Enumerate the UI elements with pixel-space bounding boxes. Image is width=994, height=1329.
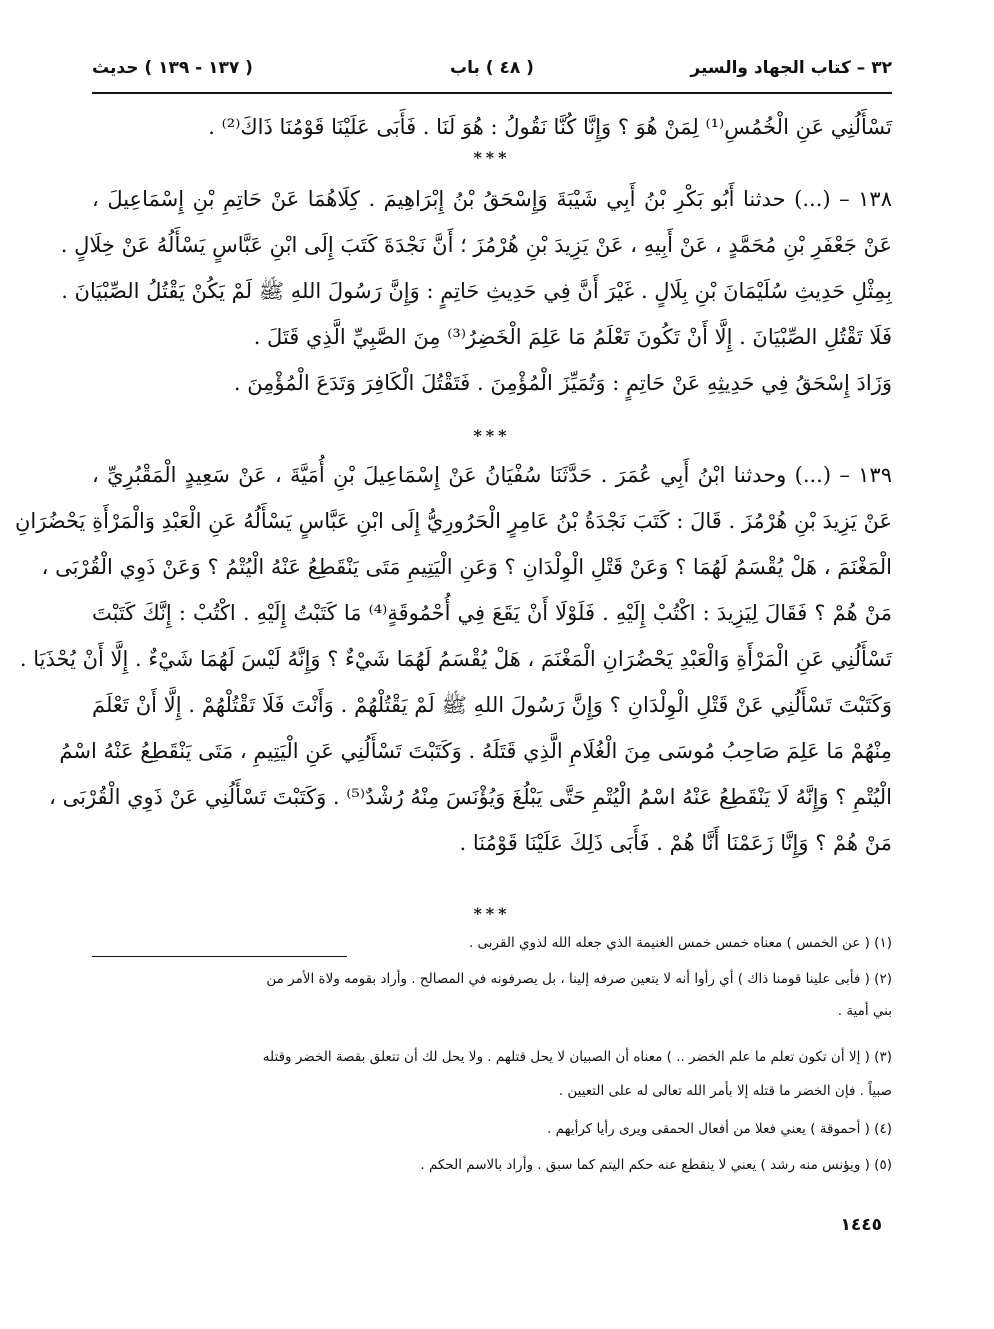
hadith-139-line-2: عَنْ يَزِيدَ بْنِ هُرْمُزَ . قَالَ : كَتَبَ نَجْدَةُ بْنُ عَامِرٍ الْحَرُورِيُّ إِلَى ابْنِ عَبَّاسٍ يَسْأَلُهُ عَنِ الْعَبْدِ وَالْمَرْأَةِ يَحْضُرَانِ	[14, 509, 892, 533]
footnote-2-cont: بني أمية .	[837, 1003, 892, 1019]
chapter-label: ( ٤٨ ) باب	[450, 58, 534, 78]
separator-1: ***	[473, 148, 511, 167]
footnote-5: (٥) ( ويؤنس منه رشد ) يعني لا ينقطع عنه حكم اليتم كما سبق . وأراد بالاسم الحكم .	[420, 1157, 892, 1173]
hadith-139-line-1: ١٣٩ – (...) وحدثنا ابْنُ أَبِي عُمَرَ . حَدَّثَنَا سُفْيَانُ عَنْ إِسْمَاعِيلَ بْنِ أُمَيَّةَ ، عَنْ سَعِيدٍ الْمَقْبُرِيِّ ،	[92, 463, 892, 487]
footnote-rule	[92, 956, 347, 957]
book-title: ٣٢ – كتاب الجهاد والسير	[690, 58, 892, 78]
hadith-139-line-6: وَكَتَبْتَ تَسْأَلُنِي عَنْ قَتْلِ الْوِلْدَانِ ؟ وَإِنَّ رَسُولَ اللهِ ﷺ لَمْ يَقْتُلْهُمْ . وَأَنْتَ فَلَا تَقْتُلْهُمْ . إِلَّا أَنْ تَعْلَمَ	[92, 693, 892, 717]
page	[14, 48, 892, 1298]
hadith-139-line-9: مَنْ هُمْ ؟ وَإِنَّا زَعَمْنَا أَنَّا هُمْ . فَأَبَى ذَلِكَ عَلَيْنَا قَوْمُنَا .	[459, 831, 892, 855]
hadith-139-line-5: تَسْأَلُنِي عَنِ الْمَرْأَةِ وَالْعَبْدِ يَحْضُرَانِ الْمَغْنَمَ ، هَلْ يُقْسَمُ لَهُمَا شَيْءٌ ؟ وَإِنَّهُ لَيْسَ لَهُمَا شَيْءٌ . إِلَّا أَنْ يُحْذَيَا .	[19, 647, 892, 671]
separator-3: ***	[473, 904, 511, 923]
hadith-range: ( ١٣٧ - ١٣٩ ) حديث	[92, 58, 253, 78]
hadith-139-line-7: مِنْهُمْ مَا عَلِمَ صَاحِبُ مُوسَى مِنَ الْغُلَامِ الَّذِي قَتَلَهُ . وَكَتَبْتَ تَسْأَلُنِي عَنِ الْيَتِيمِ ، مَتَى يَنْقَطِعُ عَنْهُ اسْمُ	[59, 739, 892, 763]
hadith-138-line-1: ١٣٨ – (...) حدثنا أَبُو بَكْرِ بْنُ أَبِي شَيْبَةَ وَإِسْحَقُ بْنُ إِبْرَاهِيمَ . كِلَاهُمَا عَنْ حَاتِمِ بْنِ إِسْمَاعِيلَ ،	[92, 187, 892, 211]
footnote-3-cont: صبياً . فإن الخضر ما قتله إلا بأمر الله تعالى له على التعيين .	[558, 1083, 892, 1099]
footnote-1: (١) ( عن الخمس ) معناه خمس خمس الغنيمة الذي جعله الله لذوي القربى .	[468, 935, 892, 951]
footnote-2: (٢) ( فأبى علينا قومنا ذاك ) أي رأوا أنه لا يتعين صرفه إلينا ، بل يصرفونه في المصالح . وأراد بقومه ولاة الأمر من	[266, 971, 892, 987]
hadith-138-line-4: فَلَا تَقْتُلِ الصِّبْيَانَ . إِلَّا أَنْ تَكُونَ تَعْلَمُ مَا عَلِمَ الْخَضِرُ⁽³⁾ مِنَ الصَّبِيِّ الَّذِي قَتَلَ .	[253, 325, 892, 349]
text-line-1: تَسْأَلُنِي عَنِ الْخُمُسِ⁽¹⁾ لِمَنْ هُوَ ؟ وَإِنَّا كُنَّا نَقُولُ : هُوَ لَنَا . فَأَبَى عَلَيْنَا قَوْمُنَا ذَاكَ⁽²⁾ .	[208, 115, 892, 139]
header-rule	[92, 92, 892, 94]
hadith-138-line-2: عَنْ جَعْفَرِ بْنِ مُحَمَّدٍ ، عَنْ أَبِيهِ ، عَنْ يَزِيدَ بْنِ هُرْمُزَ ؛ أَنَّ نَجْدَةَ كَتَبَ إِلَى ابْنِ عَبَّاسٍ يَسْأَلُهُ عَنْ خِلَالٍ .	[60, 233, 892, 257]
hadith-139-line-4: مَنْ هُمْ ؟ فَقَالَ لِيَزِيدَ : اكْتُبْ إِلَيْهِ . فَلَوْلَا أَنْ يَقَعَ فِي أُحْمُوقَةٍ⁽⁴⁾ مَا كَتَبْتُ إِلَيْهِ . اكْتُبْ : إِنَّكَ كَتَبْتَ	[92, 601, 892, 625]
footnote-4: (٤) ( أحموقة ) يعني فعلا من أفعال الحمقى ويرى رأيا كرأيهم .	[547, 1121, 892, 1137]
hadith-138-line-5: وَزَادَ إِسْحَقُ فِي حَدِيثِهِ عَنْ حَاتِمٍ : وَتُمَيِّزَ الْمُؤْمِنَ . فَتَقْتُلَ الْكَافِرَ وَتَدَعَ الْمُؤْمِنَ .	[233, 371, 892, 395]
hadith-139-line-8: الْيُتْمِ ؟ وَإِنَّهُ لَا يَنْقَطِعُ عَنْهُ اسْمُ الْيُتْمِ حَتَّى يَبْلُغَ وَيُؤْنَسَ مِنْهُ رُشْدٌ⁽⁵⁾ . وَكَتَبْتَ تَسْأَلُنِي عَنْ ذَوِي الْقُرْبَى ،	[49, 785, 892, 809]
page-number: ١٤٤٥	[840, 1215, 882, 1235]
hadith-139-line-3: الْمَغْنَمَ ، هَلْ يُقْسَمُ لَهُمَا ؟ وَعَنْ قَتْلِ الْوِلْدَانِ ؟ وَعَنِ الْيَتِيمِ مَتَى يَنْقَطِعُ عَنْهُ الْيُتْمُ ؟ وَعَنْ ذَوِي الْقُرْبَى ،	[41, 555, 892, 579]
separator-2: ***	[473, 426, 511, 445]
running-header	[92, 48, 892, 90]
hadith-138-line-3: بِمِثْلِ حَدِيثِ سُلَيْمَانَ بْنِ بِلَالٍ . غَيْرَ أَنَّ فِي حَدِيثِ حَاتِمٍ : وَإِنَّ رَسُولَ اللهِ ﷺ لَمْ يَكُنْ يَقْتُلُ الصِّبْيَانَ .	[61, 279, 892, 303]
footnote-3: (٣) ( إلا أن تكون تعلم ما علم الخضر .. ) معناه أن الصبيان لا يحل قتلهم . ولا يحل لك أن تتعلق بقصة الخضر وقتله	[262, 1049, 892, 1065]
